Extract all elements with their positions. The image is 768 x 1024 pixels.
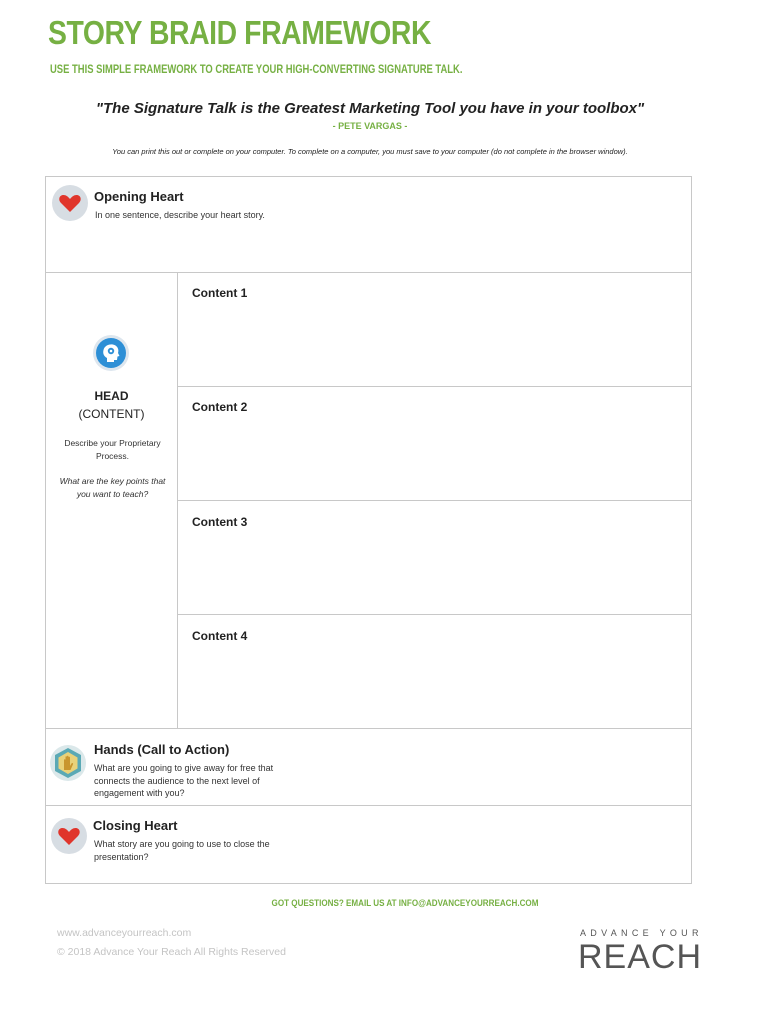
head-gear-icon [93, 335, 129, 371]
hands-title: Hands (Call to Action) [94, 742, 230, 757]
opening-heart-title: Opening Heart [94, 189, 184, 204]
logo-tagline: ADVANCE YOUR [580, 928, 703, 938]
divider [46, 805, 691, 806]
page-subtitle: USE THIS SIMPLE FRAMEWORK TO CREATE YOUR HIGH-CONVERTING SIGNATURE TALK. [50, 64, 463, 76]
heart-icon [51, 818, 87, 854]
framework-table [45, 176, 692, 884]
divider [177, 614, 691, 615]
quote: "The Signature Talk is the Greatest Marketing Tool you have in your toolbox" [95, 100, 645, 117]
content-4-label: Content 4 [192, 629, 248, 643]
website-link[interactable]: www.advanceyourreach.com [57, 927, 192, 939]
heart-icon [52, 185, 88, 221]
head-subtitle: (CONTENT) [78, 407, 145, 421]
copyright: © 2018 Advance Your Reach All Rights Reserved [57, 946, 286, 958]
closing-heart-title: Closing Heart [93, 818, 178, 833]
opening-heart-desc: In one sentence, describe your heart story. [95, 210, 265, 220]
content-3-label: Content 3 [192, 515, 248, 529]
divider [177, 500, 691, 501]
divider [177, 386, 691, 387]
head-desc: Describe your Proprietary Process. [64, 438, 161, 461]
divider [46, 728, 691, 729]
quote-author: - PETE VARGAS - [332, 121, 408, 131]
questions-email-line[interactable]: GOT QUESTIONS? EMAIL US AT INFO@ADVANCEYOURREACH.COM [271, 898, 539, 909]
content-1-label: Content 1 [192, 286, 248, 300]
content-2-label: Content 2 [192, 400, 248, 414]
logo-wordmark: REACH [578, 938, 703, 976]
closing-heart-desc: What story are you going to use to close the presentation? [94, 839, 270, 862]
print-note: You can print this out or complete on your computer. To complete on a computer, you must save to your computer (do not complete in the browser window). [112, 147, 628, 156]
page-title: STORY BRAID FRAMEWORK [48, 14, 432, 51]
head-title: HEAD [94, 389, 129, 403]
head-question: What are the key points that you want to teach? [59, 476, 166, 499]
hands-desc: What are you going to give away for free that connects the audience to the next level of engagement with you? [94, 763, 274, 798]
divider [46, 272, 691, 273]
hand-icon [50, 745, 86, 781]
